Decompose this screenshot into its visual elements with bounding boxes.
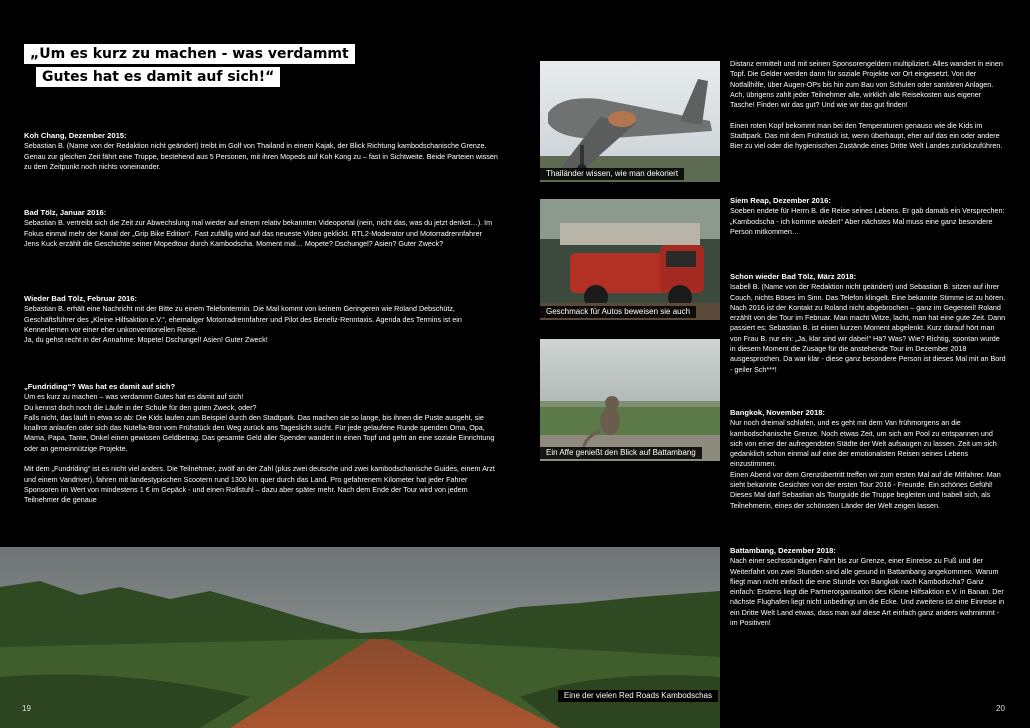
truck-photo [540, 199, 720, 320]
red-road-photo [0, 547, 720, 728]
truck-caption: Geschmack für Autos beweisen sie auch [540, 306, 696, 318]
section-bad-toelz-feb [24, 294, 498, 345]
section-body: Soeben endete für Herrn B. die Reise seines Lebens. Er gab damals ein Versprechen: „Kambodscha - ich komme wieder!“ Aber nächstes Mal muss eine ganz besondere Person mitkommen… [730, 206, 1005, 236]
title-line-1: „Um es kurz zu machen - was verdammt [24, 44, 355, 64]
title-line-2: Gutes hat es damit auf sich!“ [36, 67, 280, 87]
section-body: Nur noch dreimal schlafen, und es geht mit dem Van frühmorgens an die kambodschanische Grenze. Noch etwas Zeit, um sich am Pool zu entspannen und sich von einer der aufregendsten Städte der Welt aufsaugen zu lassen. Zeit um sich gedanklich schon einmal auf eine der emotionalsten Reisen seines Lebens einzustimmen. Einen Abend vor dem Grenzübertritt treffen wir zum ersten Mal auf die Mitfahrer. Man sieht bekannte Gesichter von der ersten Tour 2016 - Freunde. Ein schönes Gefühl! Dieses Mal darf Sebastian als Tourguide die Truppe begleiten und Isabell sich, als Teilnehmerin, eines der schönsten Länder der Welt zeigen lassen. [730, 418, 1001, 510]
section-body: Sebastian B. vertreibt sich die Zeit zur Abwechslung mal wieder auf einem relativ bekannten Videoportal (nein, nicht das, was du jetzt denkst…). Im Fokus einmal mehr der Kanal der „Grip Bike Edition“. Fast zufällig wird auf das neueste Video geklickt. RTL2-Moderator und Motorradrennfahrer Jens Kuck erzählt die Geschichte seiner Mopedtour durch Kambodscha. Moment mal… Mopete? Dschungel? Asien? Guter Zweck? [24, 218, 493, 248]
section-fundriding [24, 382, 498, 506]
section-bangkok [730, 408, 1006, 511]
section-heading: Bangkok, November 2018: [730, 408, 825, 417]
plane-image [540, 61, 720, 182]
page-number-right: 20 [996, 704, 1005, 713]
section-heading: Siem Reap, Dezember 2016: [730, 196, 831, 205]
section-bad-toelz-maerz [730, 272, 1006, 375]
monkey-photo [540, 339, 720, 461]
monkey-image [540, 339, 720, 461]
section-body: Sebastian B. erhält eine Nachricht mit der Bitte zu einem Telefontermin. Die Mail kommt von keinem Geringeren wie Roland Debschütz, Geschäftsführer des „Kleine Hilfsaktion e.V.“, ehemaliger Motorradrennfahrer und Pilot des Benefiz-Renntaxis. Agenda des Termins ist ein Kennenlernen vor einer eher unkonventionellen Reise. Ja, du gehst recht in der Annahme: Mopete! Dschungel! Asien! Guter Zweck! [24, 304, 462, 345]
section-heading: Battambang, Dezember 2018: [730, 546, 836, 555]
section-body: Sebastian B. (Name von der Redaktion nicht geändert) treibt im Golf von Thailand in einem Kajak, der Blick Richtung kambodschanische Grenze. Genau zur gleichen Zeit fährt eine Truppe, bestehend aus 5 Personen, mit ihren Mopeds auf Koh Kong zu – fast in Sichtweite. Beide Parteien wissen zu dem Zeitpunkt noch nichts voneinander. [24, 141, 498, 171]
monkey-caption: Ein Affe genießt den Blick auf Battambang [540, 447, 702, 459]
section-heading: Schon wieder Bad Tölz, März 2018: [730, 272, 857, 281]
section-koh-chang [24, 131, 498, 172]
page-number-left: 19 [22, 704, 31, 713]
section-heading: Wieder Bad Tölz, Februar 2016: [24, 294, 138, 303]
section-siem-reap [730, 196, 1006, 237]
section-body: Nach einer sechsstündigen Fahrt bis zur Grenze, einer Einreise zu Fuß und der Weiterfahrt von zwei Stunden sind alle gesund in Battambang angekommen. Warum fliegt man nicht einfach die eine Stunde von Bangkok nach Kambodscha? Ganz einfach: Erstens liegt die Partnerorganisation des Kleine Hilfsaktion e.V. in Banan. Der nächste Flughafen liegt nicht unbedingt um die Ecke. Und zweitens ist eine Einreise in ein Dritte Welt Land etwas, dass man auf diese Art einfach ganz anders wahrnimmt - im Positiven! [730, 556, 1005, 628]
section-heading: Bad Tölz, Januar 2016: [24, 208, 107, 217]
truck-image [540, 199, 720, 320]
section-battambang [730, 546, 1006, 628]
section-heading: Koh Chang, Dezember 2015: [24, 131, 127, 140]
plane-photo [540, 61, 720, 182]
red-road-caption: Eine der vielen Red Roads Kambodschas [558, 690, 718, 702]
section-body: Isabell B. (Name von der Redaktion nicht geändert) und Sebastian B. sitzen auf ihrer Couch, nichts Böses im Sinn. Das Telefon klingelt. Eine bekannte Stimme ist zu hören. Nach 2016 ist der Kontakt zu Roland nicht abgebrochen – ganz im Gegenteil! Roland erzählt von der Tour im Februar. Man macht Witze, lacht, man hat eine gute Zeit. Dann passiert es: Sebastian B. ist einen kurzen Moment abgelenkt. Kurz darauf hört man von Frau B. nur ein: „Ja, klar sind wir dabei!“ Hä? Was? Wie? Richtig, spontan wurde in diesem Moment die Zusage für die anstehende Tour im Dezember 2018 ausgesprochen. Da war klar - diese ganz besondere Person ist dieses Mal mit an Bord - geiler Sch***! [730, 282, 1006, 374]
section-distanz [730, 59, 1006, 152]
section-heading: „Fundriding“? Was hat es damit auf sich? [24, 382, 176, 391]
section-body: Um es kurz zu machen – was verdammt Gutes hat es damit auf sich! Du kennst doch noch die Läufe in der Schule für den guten Zweck, oder? Falls nicht, das läuft in etwa so ab: Die Kids laufen zum Beispiel durch den Stadtpark. Das machen sie so lange, bis ihnen die Puste ausgeht, sie knallrot anlaufen oder sich das Nutella-Brot vom Frühstück den Weg zurück ans Tageslicht sucht. Für jede gelaufene Runde spenden Oma, Opa, Mama, Papa, Tante, Onkel einen gewissen Geldbetrag. Das gesamte Geld aller Spender wandert in einen Topf und geht an eine soziale Einrichtung oder an gemeinnützige Projekte. Mit dem „Fundriding“ ist es nicht viel anders. Die Teilnehmer, zwölf an der Zahl (plus zwei deutsche und zwei kambodschanische Guides, einem Arzt und einem Vandriver), fahren mit landestypischen Scootern rund 1300 km quer durch das Land. Pro gefahrenem Kilometer hat jeder Fahrer Sponsoren im Wert von mindestens 1 € im Gepäck - und einen Rollstuhl – dazu aber später mehr. Nach dem Ende der Tour wird von jedem Teilnehmer die genaue [24, 392, 495, 505]
section-bad-toelz-jan [24, 208, 498, 249]
section-body: Distanz ermittelt und mit seinen Sponsorengeldern multipliziert. Alles wandert in einen Topf. Die Gelder werden dann für soziale Projekte vor Ort eingesetzt. Von der Notfallhilfe, über Augen-OPs bis hin zum Bau von Schulen oder sanitären Anlagen. Ach, übrigens zahlt jeder Teilnehmer alle, wirklich alle Reisekosten aus eigener Tasche! Finden wir das gut? Und wie wir das gut finden! Einen roten Kopf bekommt man bei den Temperaturen genauso wie die Kids im Stadtpark. Das mit dem Frühstück ist, wenn überhaupt, eher auf das ein oder andere Bier zu viel oder die hygienischen Zustände eines Dritte Welt Landes zurückzuführen. [730, 59, 1003, 151]
plane-caption: Thailänder wissen, wie man dekoriert [540, 168, 684, 180]
